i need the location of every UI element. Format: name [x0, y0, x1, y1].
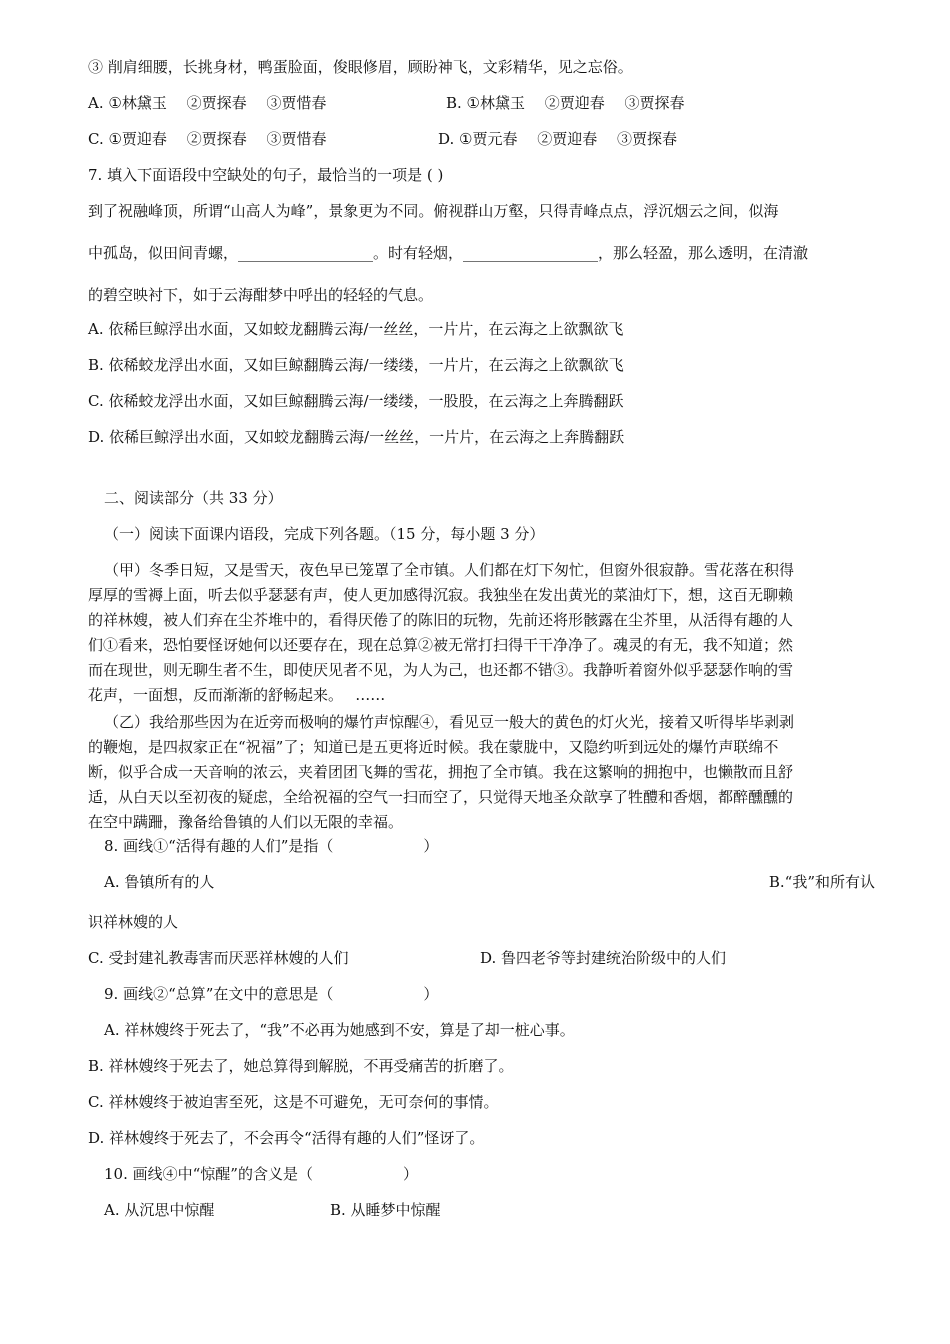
- q9-option-a: A. 祥林嫂终于死去了，“我”不必再为她感到不安，算是了却一桩心事。: [104, 1021, 575, 1039]
- q6-item-3: ③ 削肩细腰，长挑身材，鸭蛋脸面，俊眼修眉，顾盼神飞，文彩精华，见之忘俗。: [88, 58, 633, 76]
- passage-yi-line: 断，似乎合成一天音响的浓云，夹着团团飞舞的雪花，拥抱了全市镇。我在这繁响的拥抱中，也懒散而且舒: [88, 763, 794, 781]
- passage-jia-line: 们①看来，恐怕要怪讶她何以还要存在，现在总算②被无常打扫得干干净净了。魂灵的有无，我不知道；然: [88, 636, 794, 654]
- passage-yi-line: 的鞭炮，是四叔家正在“祝福”了；知道已是五更将近时候。我在蒙胧中，又隐约听到远处的爆竹声联绵不: [88, 738, 779, 756]
- passage-jia-line: 厚厚的雪褥上面，听去似乎瑟瑟有声，使人更加感得沉寂。我独坐在发出黄光的菜油灯下，想，这百无聊赖: [88, 586, 794, 604]
- section-2-title: 二、阅读部分（共 33 分）: [104, 489, 283, 507]
- passage-yi-line: （乙）我给那些因为在近旁而极响的爆竹声惊醒④，看见豆一般大的黄色的灯火光，接着又听得毕毕剥剥: [104, 713, 795, 731]
- q7-option-b: B. 依稀蛟龙浮出水面，又如巨鲸翻腾云海/一缕缕，一片片，在云海之上欲飘欲飞: [88, 356, 624, 374]
- q9-option-d: D. 祥林嫂终于死去了，不会再令“活得有趣的人们”怪讶了。: [88, 1129, 485, 1147]
- passage-yi-line: 在空中蹒跚，豫备给鲁镇的人们以无限的幸福。: [88, 813, 404, 831]
- q7-option-d: D. 依稀巨鲸浮出水面，又如蛟龙翻腾云海/一丝丝，一片片，在云海之上奔腾翻跃: [88, 428, 625, 446]
- q6-option-a: A. ①林黛玉 ②贾探春 ③贾惜春: [88, 94, 327, 112]
- q8-option-c: C. 受封建礼教毒害而厌恶祥林嫂的人们: [88, 949, 349, 967]
- q10-stem: 10. 画线④中“惊醒”的含义是（ ）: [104, 1165, 418, 1183]
- passage-jia-line: 的祥林嫂，被人们弃在尘芥堆中的，看得厌倦了的陈旧的玩物，先前还将形骸露在尘芥里，从活得有趣的人: [88, 611, 794, 629]
- q9-option-b: B. 祥林嫂终于死去了，她总算得到解脱，不再受痛苦的折磨了。: [88, 1057, 514, 1075]
- q7-option-c: C. 依稀蛟龙浮出水面，又如巨鲸翻腾云海/一缕缕，一股股，在云海之上奔腾翻跃: [88, 392, 624, 410]
- q8-option-d: D. 鲁四老爷等封建统治阶级中的人们: [480, 949, 727, 967]
- q8-option-b-continued: 识祥林嫂的人: [88, 913, 179, 931]
- q6-option-c: C. ①贾迎春 ②贾探春 ③贾惜春: [88, 130, 327, 148]
- q7-passage-line-1: 到了祝融峰顶，所谓“山高人为峰”，景象更为不同。俯视群山万壑，只得青峰点点，浮沉烟云之间，似海: [88, 202, 779, 220]
- passage-yi-line: 适，从白天以至初夜的疑虑，全给祝福的空气一扫而空了，只觉得天地圣众歆享了牲醴和香烟，都醉醺醺的: [88, 788, 794, 806]
- q9-option-c: C. 祥林嫂终于被迫害至死，这是不可避免，无可奈何的事情。: [88, 1093, 499, 1111]
- q7-passage-line-3: 的碧空映衬下，如于云海酣梦中呼出的轻轻的气息。: [88, 286, 434, 304]
- q10-option-b: B. 从睡梦中惊醒: [330, 1201, 441, 1219]
- q10-option-a: A. 从沉思中惊醒: [104, 1201, 215, 1219]
- section-2-subtitle: （一）阅读下面课内语段，完成下列各题。（15 分，每小题 3 分）: [104, 525, 545, 543]
- q8-stem: 8. 画线①“活得有趣的人们”是指（ ）: [104, 837, 439, 855]
- q7-passage-line-2: 中孤岛，似田间青螺，__________________。时有轻烟，__________________，那么轻盈，那么透明，在清澈: [88, 244, 809, 262]
- passage-jia-line: 花声，一面想，反而渐渐的舒畅起来。 ……: [88, 686, 386, 704]
- passage-jia-line: 而在现世，则无聊生者不生，即使厌见者不见，为人为己，也还都不错③。我静听着窗外似乎瑟瑟作响的雪: [88, 661, 794, 679]
- q7-stem: 7. 填入下面语段中空缺处的句子，最恰当的一项是 ( ): [88, 166, 444, 184]
- q6-option-d: D. ①贾元春 ②贾迎春 ③贾探春: [438, 130, 678, 148]
- q9-stem: 9. 画线②“总算”在文中的意思是（ ）: [104, 985, 439, 1003]
- q8-option-a: A. 鲁镇所有的人: [104, 873, 215, 891]
- q6-option-b: B. ①林黛玉 ②贾迎春 ③贾探春: [446, 94, 685, 112]
- q7-option-a: A. 依稀巨鲸浮出水面，又如蛟龙翻腾云海/一丝丝，一片片，在云海之上欲飘欲飞: [88, 320, 624, 338]
- passage-jia-line: （甲）冬季日短，又是雪天，夜色早已笼罩了全市镇。人们都在灯下匆忙，但窗外很寂静。雪花落在积得: [104, 561, 795, 579]
- q8-option-b: B.“我”和所有认: [768, 873, 875, 891]
